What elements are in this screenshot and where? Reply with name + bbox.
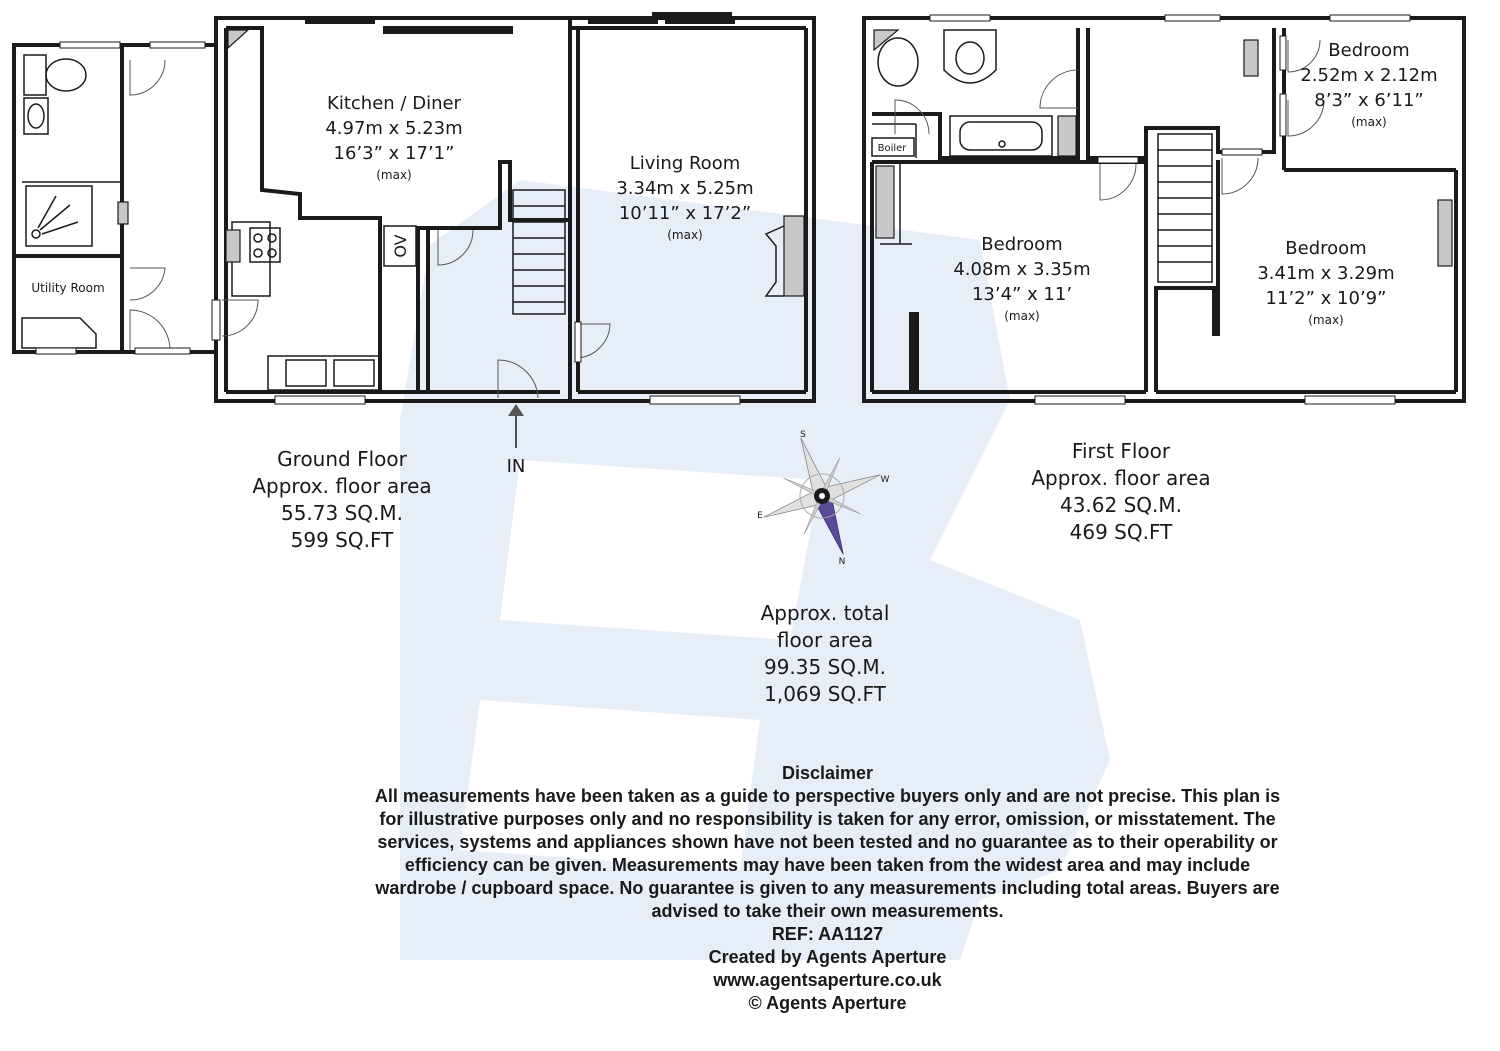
total-area-label-2: floor area [776,628,874,652]
room-imperial-bedroom-small: 8’3” x 6’11” [1314,90,1424,111]
creator-credit: Created by Agents Aperture [708,947,947,967]
first-floor-area-label: Approx. floor area [1031,466,1211,490]
total-area-sqm: 99.35 SQ.M. [763,655,887,679]
disclaimer-title: Disclaimer [781,763,874,783]
oven-label: OV [391,234,410,258]
room-metric-bedroom-small: 2.52m x 2.12m [1300,65,1438,86]
toilet-icon [46,59,86,91]
boiler-label: Boiler [877,143,907,154]
compass-label-s: S [800,430,806,440]
first-floor-sqm: 43.62 SQ.M. [1059,493,1183,517]
room-note-living-room: (max) [667,228,703,242]
room-imperial-bedroom-right: 11’2” x 10’9” [1265,288,1387,309]
ground-floor-title: Ground Floor [277,447,407,471]
sink-icon [268,356,380,390]
wardrobe [909,312,919,390]
first-floor-title: First Floor [1071,439,1171,463]
room-name-bedroom-small: Bedroom [1328,40,1410,61]
disclaimer-line: services, systems and appliances shown have not been tested and no guarantee as to their operability or [377,832,1278,852]
website-link[interactable]: www.agentsaperture.co.uk [713,970,942,990]
room-metric-bedroom-left: 4.08m x 3.35m [953,259,1091,280]
hob-icon [250,228,280,262]
ground-floor-sqft: 599 SQ.FT [290,528,394,552]
total-area-sqft: 1,069 SQ.FT [764,682,886,706]
entrance-label: IN [506,456,526,477]
bath-icon [950,116,1052,156]
disclaimer-line: wardrobe / cupboard space. No guarantee is given to any measurements including total areas. Buyers are [375,878,1280,898]
toilet-cistern [24,55,46,95]
room-imperial-living-room: 10’11” x 17’2” [618,203,752,224]
first-floor-stairs [1158,134,1212,282]
room-note-bedroom-right: (max) [1308,313,1344,327]
room-name-utility-room: Utility Room [31,281,105,295]
total-area-label-1: Approx. total [760,601,890,625]
disclaimer-line: efficiency can be given. Measurements may have been taken from the widest area and may include [404,855,1251,875]
reference-number: REF: AA1127 [771,924,884,944]
ground-floor-area-label: Approx. floor area [252,474,432,498]
first-floor-sqft: 469 SQ.FT [1069,520,1173,544]
basin-icon-first-floor [944,30,996,83]
compass-label-n: N [838,557,846,567]
room-name-bedroom-right: Bedroom [1285,238,1367,259]
disclaimer-line: for illustrative purposes only and no responsibility is taken for any error, omission, or misstatement. The [379,809,1276,829]
room-imperial-bedroom-left: 13’4” x 11’ [971,284,1073,305]
room-name-bedroom-left: Bedroom [981,234,1063,255]
first-floor-area [1031,439,1210,544]
annex-door-swing [130,60,165,95]
compass-label-w: W [880,475,890,485]
toilet-icon-first-floor [878,38,918,86]
room-imperial-kitchen: 16’3” x 17’1” [333,143,455,164]
room-note-kitchen: (max) [376,168,412,182]
compass-label-e: E [757,511,763,521]
room-note-bedroom-small: (max) [1351,115,1387,129]
room-name-living-room: Living Room [629,153,741,174]
disclaimer-block [310,762,1345,1015]
room-metric-living-room: 3.34m x 5.25m [616,178,754,199]
room-metric-kitchen: 4.97m x 5.23m [325,118,463,139]
disclaimer-line: All measurements have been taken as a guide to perspective buyers only and are not precise. This plan is [374,786,1281,806]
room-name-kitchen: Kitchen / Diner [327,93,461,114]
utility-worktop [22,318,96,348]
disclaimer-line: advised to take their own measurements. [651,901,1004,921]
room-metric-bedroom-right: 3.41m x 3.29m [1257,263,1395,284]
room-note-bedroom-left: (max) [1004,309,1040,323]
copyright-notice: © Agents Aperture [748,993,907,1013]
ground-floor-sqm: 55.73 SQ.M. [280,501,404,525]
annex-outline [14,45,216,352]
shower-tray-icon [26,186,92,246]
